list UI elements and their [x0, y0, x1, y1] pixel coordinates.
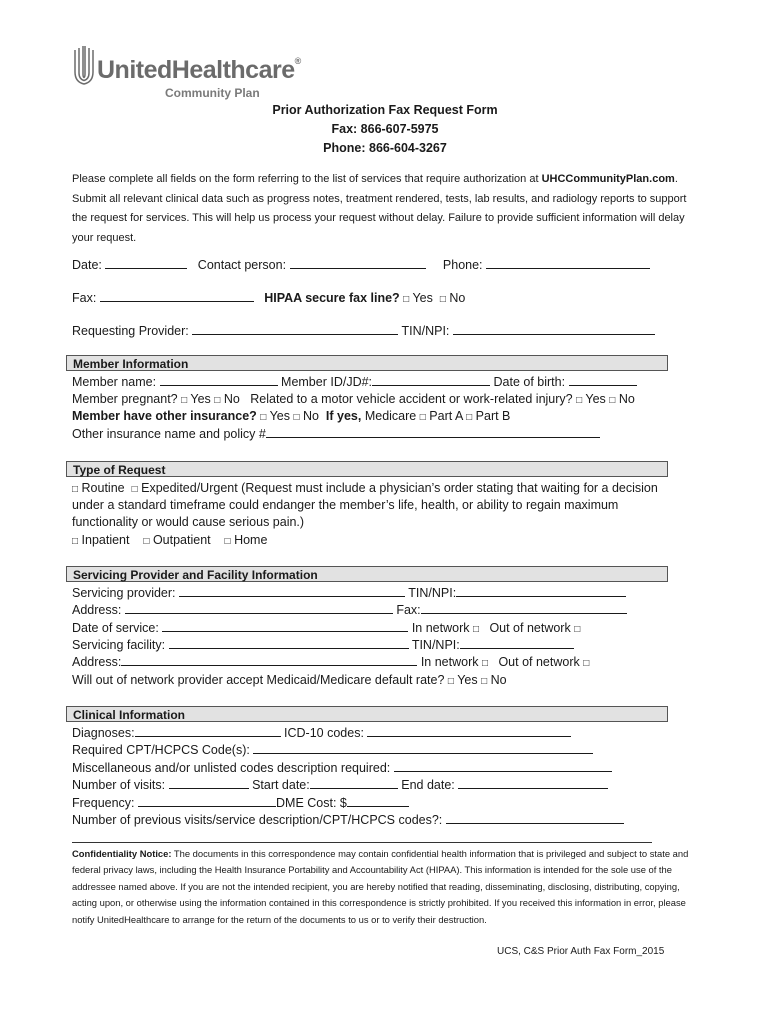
- cpt-label: Required CPT/HCPCS Code(s):: [72, 743, 250, 757]
- medicare-label: Medicare: [364, 409, 417, 423]
- form-footer: UCS, C&S Prior Auth Fax Form_2015: [497, 946, 665, 957]
- other-ins-no-label: No: [302, 409, 319, 423]
- out-network-checkbox[interactable]: □: [574, 624, 581, 635]
- servicing-facility-field[interactable]: [169, 637, 409, 649]
- logo-reg: ®: [294, 56, 301, 66]
- part-a-checkbox[interactable]: □: [419, 412, 426, 423]
- contact-row-1: [72, 257, 650, 274]
- other-insurance-label: Member have other insurance?: [72, 409, 257, 423]
- other-ins-no-checkbox[interactable]: □: [293, 412, 300, 423]
- end-date-label: End date:: [401, 778, 455, 792]
- accept-no-label: No: [490, 673, 507, 687]
- date-of-service-field[interactable]: [162, 620, 408, 632]
- misc-codes-label: Miscellaneous and/or unlisted codes description required:: [72, 761, 391, 775]
- routine-label: Routine: [81, 481, 125, 495]
- dme-cost-label: DME Cost: $: [276, 796, 347, 810]
- clinical-row-6: [72, 812, 624, 829]
- expedited-checkbox[interactable]: □: [131, 484, 138, 495]
- facility-in-network-checkbox[interactable]: □: [481, 658, 489, 669]
- servicing-address-field[interactable]: [125, 602, 393, 614]
- accident-label: Related to a motor vehicle accident or work-related injury?: [250, 392, 573, 406]
- member-name-field[interactable]: [160, 374, 278, 386]
- contact-row-2: [72, 290, 465, 308]
- misc-codes-field[interactable]: [394, 760, 612, 772]
- member-row-4: [72, 426, 600, 443]
- request-section-header: Type of Request: [66, 461, 668, 477]
- dme-cost-field[interactable]: [347, 795, 409, 807]
- tin-npi-label: TIN/NPI:: [401, 324, 450, 338]
- member-section-header: Member Information: [66, 355, 668, 371]
- accept-yes-checkbox[interactable]: □: [447, 676, 454, 687]
- servicing-row-2: [72, 602, 627, 619]
- intro-text-1: Please complete all fields on the form referring to the list of services that require authorization at: [72, 173, 542, 185]
- servicing-row-1: [72, 585, 626, 602]
- accept-rate-label: Will out of network provider accept Medicaid/Medicare default rate?: [72, 673, 445, 687]
- hipaa-label: HIPAA secure fax line?: [264, 291, 400, 305]
- accident-no-label: No: [618, 392, 635, 406]
- member-id-field[interactable]: [372, 374, 490, 386]
- contact-person-field[interactable]: [290, 257, 426, 269]
- end-date-field[interactable]: [458, 777, 608, 789]
- hipaa-yes-checkbox[interactable]: □: [403, 294, 410, 305]
- accident-yes-label: Yes: [585, 392, 606, 406]
- part-b-checkbox[interactable]: □: [466, 412, 473, 423]
- hipaa-yes-label: Yes: [412, 291, 433, 305]
- routine-checkbox[interactable]: □: [72, 484, 79, 495]
- dob-field[interactable]: [569, 374, 637, 386]
- accept-no-checkbox[interactable]: □: [481, 676, 488, 687]
- uhc-logo: [72, 46, 301, 102]
- previous-visits-label: Number of previous visits/service description/CPT/HCPCS codes?:: [72, 813, 443, 827]
- other-ins-yes-label: Yes: [269, 409, 290, 423]
- requesting-provider-label: Requesting Provider:: [72, 324, 189, 338]
- icd-field[interactable]: [367, 725, 571, 737]
- servicing-fax-label: Fax:: [396, 603, 421, 617]
- accident-yes-checkbox[interactable]: □: [576, 395, 583, 406]
- logo-subtitle: Community Plan: [165, 86, 260, 100]
- notice-label: Confidentiality Notice:: [72, 848, 172, 859]
- pregnant-no-label: No: [223, 392, 240, 406]
- member-name-label: Member name:: [72, 375, 157, 389]
- pregnant-no-checkbox[interactable]: □: [214, 395, 221, 406]
- part-a-label: Part A: [429, 409, 463, 423]
- visits-label: Number of visits:: [72, 778, 166, 792]
- out-network-label: Out of network: [489, 621, 571, 635]
- frequency-field[interactable]: [138, 795, 276, 807]
- form-header: [0, 101, 770, 158]
- outpatient-label: Outpatient: [152, 533, 211, 547]
- facility-address-label: Address:: [72, 655, 122, 669]
- servicing-tin-field[interactable]: [456, 585, 626, 597]
- member-row-2: [72, 391, 635, 409]
- facility-address-field[interactable]: [121, 654, 417, 666]
- date-of-service-label: Date of service:: [72, 621, 159, 635]
- intro-link: UHCCommunityPlan.com: [541, 173, 675, 185]
- servicing-fax-field[interactable]: [421, 602, 627, 614]
- confidentiality-notice: [72, 846, 692, 928]
- diagnoses-label: Diagnoses:: [72, 726, 135, 740]
- facility-tin-field[interactable]: [460, 637, 574, 649]
- outpatient-checkbox[interactable]: □: [143, 536, 150, 547]
- clinical-row-4: [72, 777, 608, 794]
- servicing-provider-field[interactable]: [179, 585, 405, 597]
- uhc-shield-icon: [72, 46, 96, 86]
- hipaa-no-checkbox[interactable]: □: [439, 294, 446, 305]
- clinical-row-1: [72, 725, 571, 742]
- request-row-4: [72, 532, 267, 550]
- phone-field[interactable]: [486, 257, 650, 269]
- accident-no-checkbox[interactable]: □: [609, 395, 616, 406]
- servicing-facility-label: Servicing facility:: [72, 638, 166, 652]
- hipaa-no-label: No: [449, 291, 466, 305]
- if-yes-label: If yes,: [325, 409, 362, 423]
- part-b-label: Part B: [475, 409, 511, 423]
- in-network-checkbox[interactable]: □: [472, 624, 480, 635]
- icd-label: ICD-10 codes:: [284, 726, 364, 740]
- servicing-address-label: Address:: [72, 603, 122, 617]
- facility-out-network-checkbox[interactable]: □: [583, 658, 590, 669]
- clinical-section-header: Clinical Information: [66, 706, 668, 722]
- request-row-3: functionality or would cause serious pain.): [72, 515, 305, 529]
- phone-label: Phone:: [442, 258, 483, 272]
- other-ins-yes-checkbox[interactable]: □: [260, 412, 267, 423]
- servicing-provider-label: Servicing provider:: [72, 586, 176, 600]
- contact-row-3: [72, 323, 655, 340]
- servicing-row-3: [72, 620, 580, 638]
- expedited-label: Expedited/Urgent (Request must include a physician’s order stating that waiting for a decision: [141, 481, 658, 495]
- clinical-row-5: [72, 795, 409, 812]
- other-insurance-name-field[interactable]: [266, 426, 600, 438]
- inpatient-checkbox[interactable]: □: [72, 536, 79, 547]
- cpt-field[interactable]: [253, 742, 593, 754]
- contact-person-label: Contact person:: [197, 258, 287, 272]
- request-row-2: under a standard timeframe could endanger the member’s life, health, or ability to regain maximum: [72, 498, 619, 512]
- fax-label: Fax:: [72, 291, 97, 305]
- facility-tin-label: TIN/NPI:: [411, 638, 460, 652]
- form-fax: Fax: 866-607-5975: [331, 122, 439, 136]
- servicing-row-5: [72, 654, 589, 672]
- pregnant-label: Member pregnant?: [72, 392, 178, 406]
- frequency-label: Frequency:: [72, 796, 135, 810]
- form-title: Prior Authorization Fax Request Form: [272, 103, 498, 117]
- pregnant-yes-label: Yes: [190, 392, 211, 406]
- requesting-provider-field[interactable]: [192, 323, 398, 335]
- clinical-row-3: [72, 760, 612, 777]
- dob-label: Date of birth:: [493, 375, 566, 389]
- date-label: Date:: [72, 258, 102, 272]
- servicing-section-header: Servicing Provider and Facility Information: [66, 566, 668, 582]
- fax-field[interactable]: [100, 290, 254, 302]
- home-checkbox[interactable]: □: [224, 536, 231, 547]
- form-phone: Phone: 866-604-3267: [323, 141, 447, 155]
- accept-yes-label: Yes: [457, 673, 478, 687]
- logo-brand: UnitedHealthcare®: [97, 56, 301, 84]
- servicing-row-6: [72, 672, 507, 690]
- request-row-1: [72, 480, 658, 498]
- notice-text: The documents in this correspondence may contain confidential health information that is privileged and subject to state and federal privacy laws, including the Health Insurance Portability and Accountability Act (HIPAA). This information is intended for the sole use of the addressee named above. If you are not the intended recipient, you are hereby notified that reading, disseminating, disclosing, distributing, copying, acting upon, or otherwise using the information contained in this correspondence is strictly prohibited. If you received this information in error, please notify UnitedHealthcare to arrange for the return of the documents to us or to verify their destruction.: [72, 848, 689, 925]
- facility-out-network-label: Out of network: [498, 655, 580, 669]
- previous-visits-field[interactable]: [446, 812, 624, 824]
- clinical-row-2: [72, 742, 593, 759]
- diagnoses-field[interactable]: [135, 725, 281, 737]
- tin-npi-field[interactable]: [453, 323, 655, 335]
- date-field[interactable]: [105, 257, 187, 269]
- member-row-3: [72, 408, 510, 426]
- inpatient-label: Inpatient: [81, 533, 130, 547]
- home-label: Home: [234, 533, 268, 547]
- visits-field[interactable]: [169, 777, 249, 789]
- other-insurance-name-label: Other insurance name and policy #: [72, 427, 266, 441]
- start-date-field[interactable]: [310, 777, 398, 789]
- in-network-label: In network: [411, 621, 470, 635]
- member-row-1: [72, 374, 637, 391]
- start-date-label: Start date:: [252, 778, 310, 792]
- intro-text-2: . Submit all relevant clinical data such as progress notes, treatment rendered, tests, lab results, and radiology reports to support the request for services. This will help us process your request without delay. Failure to provide sufficient information will delay your request.: [72, 173, 687, 244]
- pregnant-yes-checkbox[interactable]: □: [181, 395, 188, 406]
- notes-line[interactable]: [72, 842, 652, 843]
- servicing-tin-label: TIN/NPI:: [408, 586, 457, 600]
- member-id-label: Member ID/JD#:: [281, 375, 373, 389]
- facility-in-network-label: In network: [420, 655, 479, 669]
- intro-paragraph: [72, 170, 702, 248]
- servicing-row-4: [72, 637, 574, 654]
